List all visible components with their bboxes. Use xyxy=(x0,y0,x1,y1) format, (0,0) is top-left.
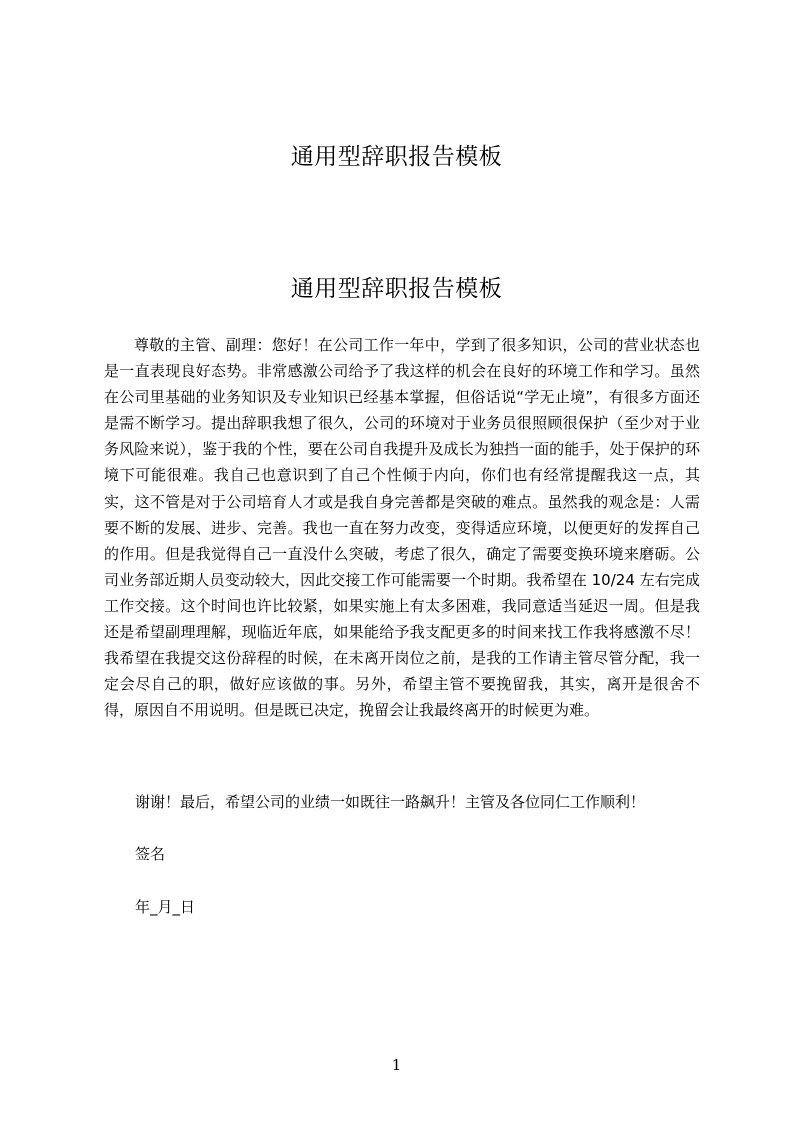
date-label: 年_月_日 xyxy=(135,898,196,916)
thanks-line: 谢谢！最后，希望公司的业绩一如既往一路飙升！主管及各位同仁工作顺利！ xyxy=(135,793,646,811)
header-title: 通用型辞职报告模板 xyxy=(290,144,503,170)
body-paragraph: 尊敬的主管、副理：您好！在公司工作一年中，学到了很多知识，公司的营业状态也是一直表现良好态势。非常感激公司给予了我这样的机会在良好的环境工作和学习。虽然在公司里基础的业务知识及专业知识已经基本掌握，但俗话说“学无止境”，有很多方面还是需不断学习。提出辞职我想了很久，公司的环境对于业务员很照顾很保护（至少对于业务风险来说），鉴于我的个性，要在公司自我提升及成长为独挡一面的能手，处于保护的环境下可能很难。我自己也意识到了自己个性倾于内向，你们也有经常提醒我这一点，其实，这不管是对于公司培育人才或是我自身完善都是突破的难点。虽然我的观念是：人需要不断的发展、进步、完善。我也一直在努力改变，变得适应环境，以便更好的发挥自己的作用。但是我觉得自己一直没什么突破，考虑了很久，确定了需要变换环境来磨砺。公司业务部近期人员变动较大，因此交接工作可能需要一个时期。我希望在 10/24 左右完成工作交接。这个时间也许比较紧，如果实施上有太多困难，我同意适当延迟一周。但是我还是希望副理理解，现临近年底，如果能给予我支配更多的时间来找工作我将感激不尽！我希望在我提交这份辞程的时候，在未离开岗位之前，是我的工作请主管尽管分配，我一定会尽自己的职，做好应该做的事。另外，希望主管不要挽留我，其实，离开是很舍不得，原因自不用说明。但是既已决定，挽留会让我最终离开的时候更为难。 xyxy=(104,336,700,720)
document-title: 通用型辞职报告模板 xyxy=(290,276,503,302)
page-number: 1 xyxy=(391,1056,402,1074)
signature-label: 签名 xyxy=(135,845,166,863)
